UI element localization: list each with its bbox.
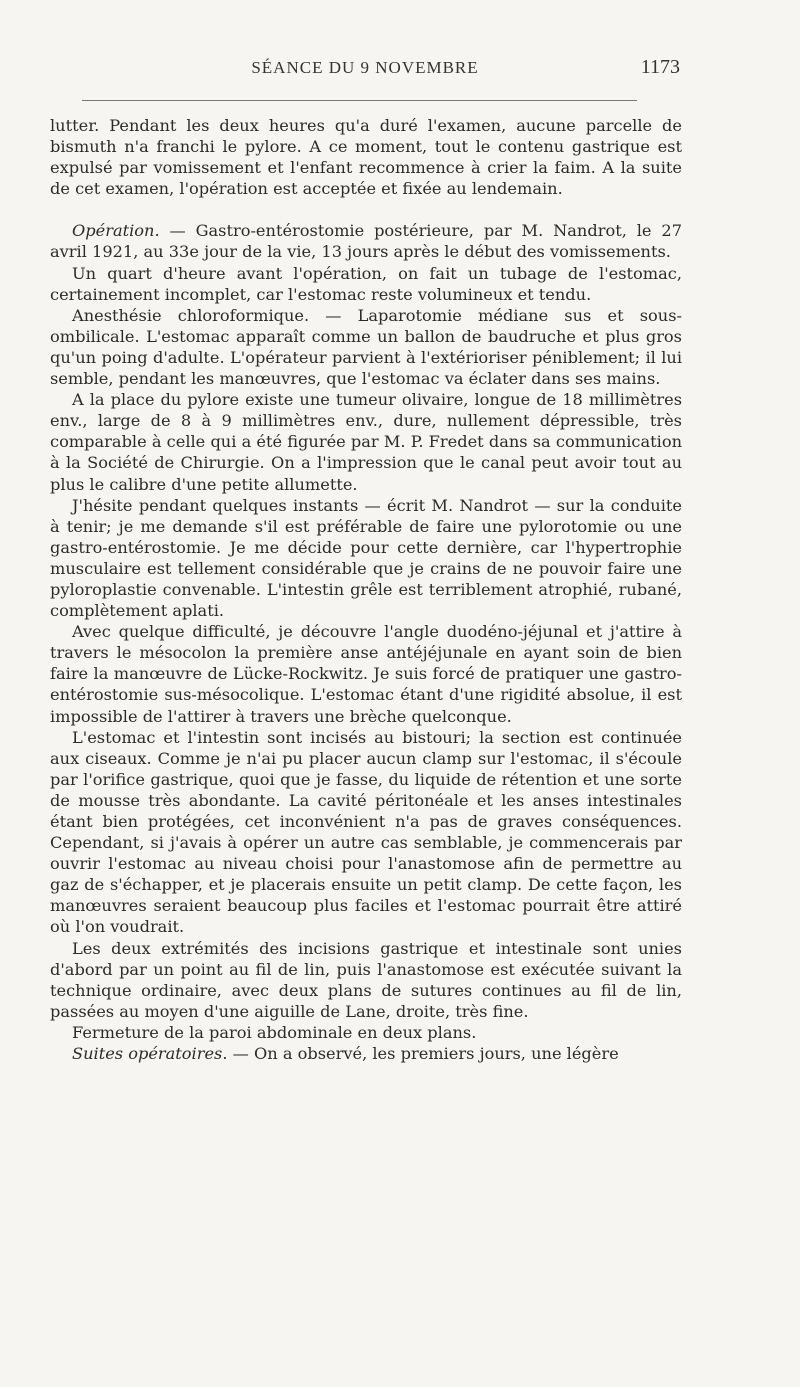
paragraph-text: — On a observé, les premiers jours, une légère [227, 1044, 619, 1064]
paragraph [50, 263, 682, 305]
paragraph-text: Les deux extrémités des incisions gastrique et intestinale sont unies d'abord par un point au fil de lin, puis l'anastomose est exécutée suivant la technique ordinaire, avec deux plans de sutures continues au fil de lin, passées au moyen d'une aiguille de Lane, droite, très fine. [50, 938, 682, 1021]
paragraph-text: L'estomac et l'intestin sont incisés au bistouri; la section est continuée aux ciseaux. Comme je n'ai pu placer aucun clamp sur l'estomac, il s'écoule par l'orifice gastrique, quoi que je fasse, du liquide de rétention et une sorte de mousse très abondante. La cavité péritonéale et les anses intestinales étant bien protégées, cet inconvénient n'a pas de graves conséquences. Cependant, si j'avais à opérer un autre cas semblable, je commencerais par ouvrir l'estomac au niveau choisi pour l'anastomose afin de permettre au gaz de s'échapper, et je placerais ensuite un petit clamp. De cette façon, les manœuvres seraient beaucoup plus faciles et l'estomac pourrait être attiré où l'on voudrait. [50, 727, 682, 937]
body-text [50, 115, 682, 1064]
paragraph [50, 115, 682, 199]
section-label-suites: Suites opératoires. [72, 1044, 228, 1064]
paragraph [50, 727, 682, 938]
page-number: 1173 [640, 56, 680, 78]
paragraph-text: Avec quelque difficulté, je découvre l'angle duodéno-jéjunal et j'attire à travers le mésocolon la première anse antéjéjunale en ayant soin de bien faire la manœuvre de Lücke-Rockwitz. Je suis forcé de pratiquer une gastro-entérostomie sus-mésocolique. L'estomac étant d'une rigidité absolue, il est impossible de l'attirer à travers une brèche quelconque. [50, 622, 682, 726]
paragraph [50, 389, 682, 494]
paragraph-text: lutter. Pendant les deux heures qu'a duré l'examen, aucune parcelle de bismuth n'a franchi le pylore. A ce moment, tout le contenu gastrique est expulsé par vomissement et l'enfant recommence à crier la faim. A la suite de cet examen, l'opération est acceptée et fixée au lendemain. [50, 116, 682, 199]
paragraph [50, 495, 682, 622]
paragraph [50, 1043, 682, 1064]
section-label-operation: Opération. [72, 221, 160, 241]
paragraph-text: J'hésite pendant quelques instants — écrit M. Nandrot — sur la conduite à tenir; je me demande s'il est préférable de faire une pylorotomie ou une gastro-entérostomie. Je me décide pour cette dernière, car l'hypertrophie musculaire est tellement considérable que je crains de ne pouvoir faire une pyloroplastie convenable. L'intestin grêle est terriblement atrophié, rubané, complètement aplati. [50, 495, 682, 621]
paragraph [50, 220, 682, 262]
paragraph [50, 621, 682, 726]
paragraph [50, 938, 682, 1022]
running-header [50, 58, 680, 88]
header-rule [82, 100, 637, 101]
paragraph-text: Anesthésie chloroformique. — Laparotomie médiane sus et sous-ombilicale. L'estomac apparaît comme un ballon de baudruche et plus gros qu'un poing d'adulte. L'opérateur parvient à l'extérioriser péniblement; il lui semble, pendant les manœuvres, que l'estomac va éclater dans ses mains. [50, 305, 682, 389]
header-title: SÉANCE DU 9 NOVEMBRE [251, 58, 479, 77]
paragraph-text: — Gastro-entérostomie postérieure, par M. Nandrot, le 27 avril 1921, au 33e jour de la vie, 13 jours après le début des vomissements. [50, 221, 682, 262]
paragraph [50, 1022, 682, 1043]
paragraph-text: A la place du pylore existe une tumeur olivaire, longue de 18 millimètres env., large de 8 à 9 millimètres env., dure, nullement dépressible, très comparable à celle qui a été figurée par M. P. Fredet dans sa communication à la Société de Chirurgie. On a l'impression que le canal peut avoir tout au plus le calibre d'une petite allumette. [50, 390, 682, 494]
paragraph [50, 305, 682, 389]
paragraph-text: Un quart d'heure avant l'opération, on fait un tubage de l'estomac, certainement incomplet, car l'estomac reste volumineux et tendu. [50, 263, 682, 304]
paragraph-text: Fermeture de la paroi abdominale en deux plans. [72, 1022, 477, 1042]
